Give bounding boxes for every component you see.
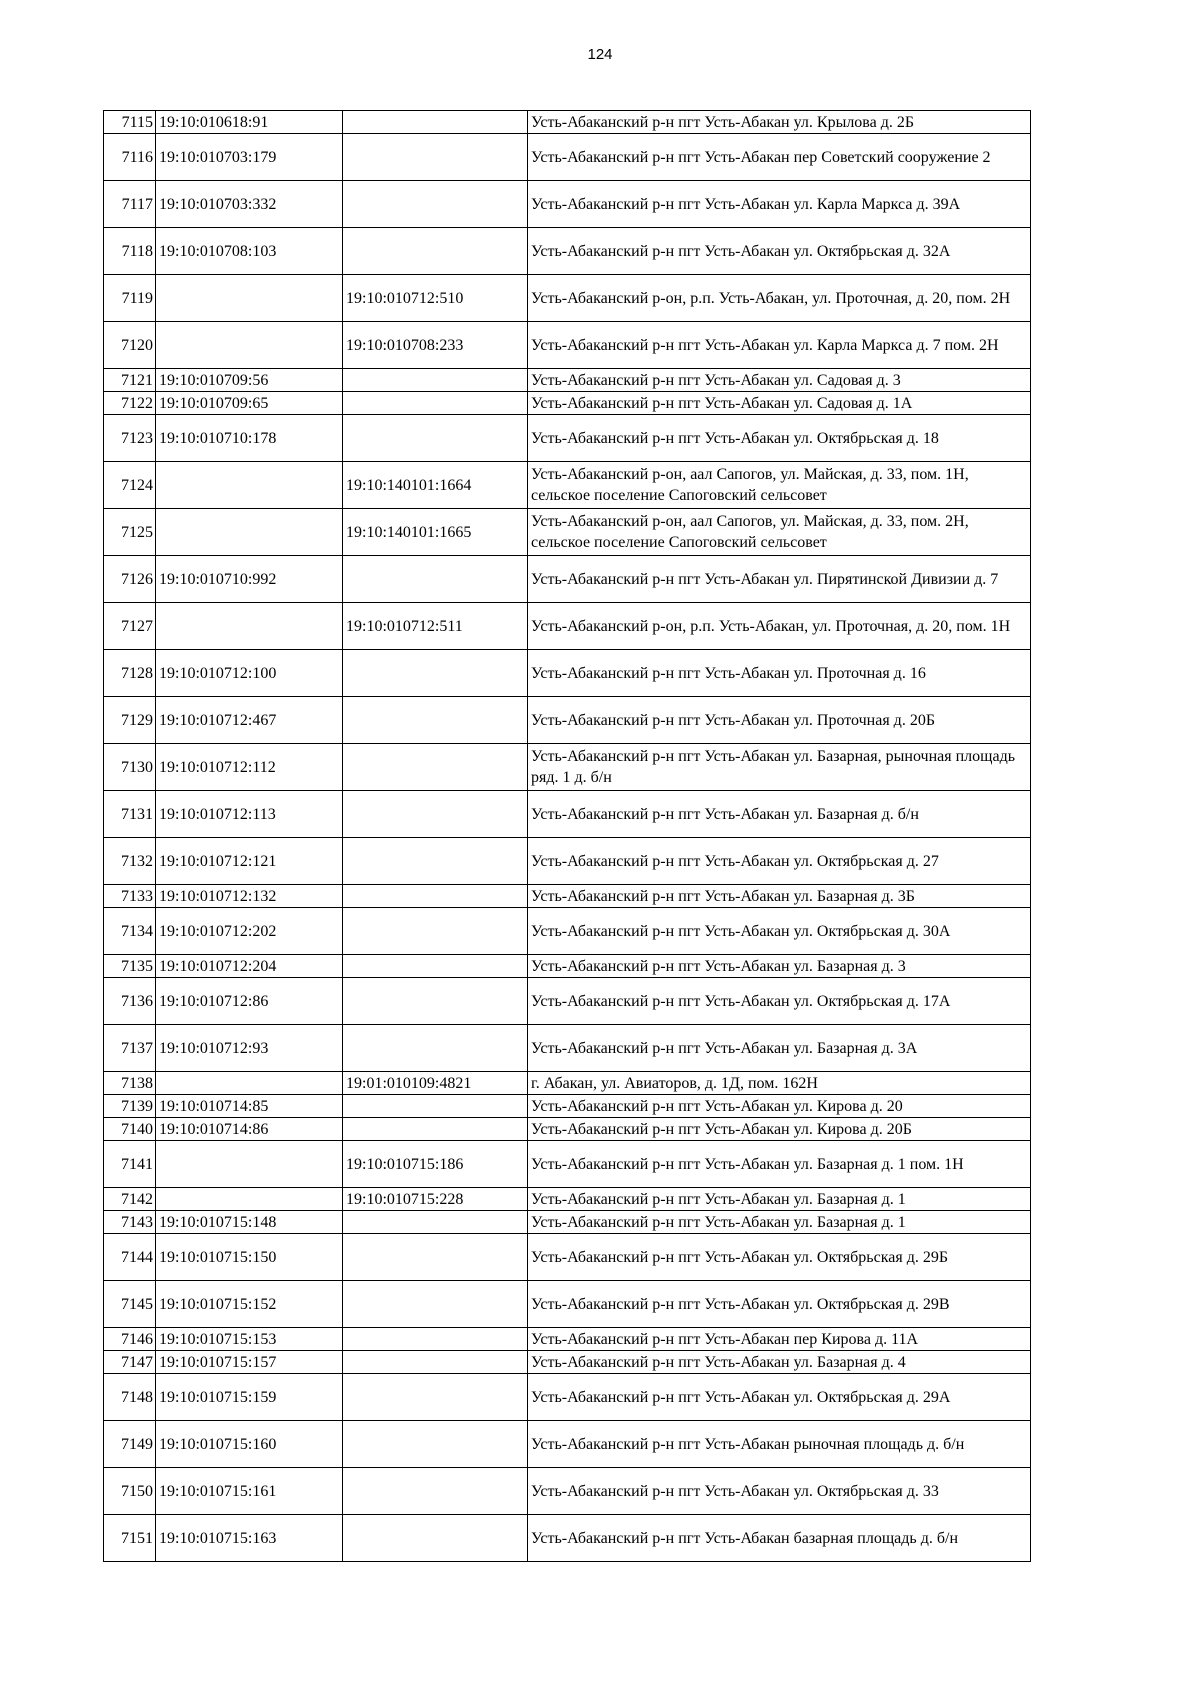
- cadastral-number-cell: 19:10:010715:150: [156, 1234, 343, 1281]
- address-cell: Усть-Абаканский р-н пгт Усть-Абакан ул. Кирова д. 20Б: [528, 1118, 1031, 1141]
- object-cadastral-number-cell: [343, 1328, 528, 1351]
- table-row: [104, 1515, 1031, 1562]
- table-row: [104, 603, 1031, 650]
- object-cadastral-number-cell: [343, 838, 528, 885]
- table-row: [104, 697, 1031, 744]
- address-cell: Усть-Абаканский р-н пгт Усть-Абакан ул. Базарная д. б/н: [528, 791, 1031, 838]
- table-row: [104, 908, 1031, 955]
- row-number-cell: 7126: [104, 556, 156, 603]
- address-cell: Усть-Абаканский р-н пгт Усть-Абакан ул. Базарная д. 3А: [528, 1025, 1031, 1072]
- row-number-cell: 7140: [104, 1118, 156, 1141]
- cadastral-number-cell: [156, 509, 343, 556]
- row-number-cell: 7125: [104, 509, 156, 556]
- address-cell: Усть-Абаканский р-н пгт Усть-Абакан ул. Октябрьская д. 30А: [528, 908, 1031, 955]
- object-cadastral-number-cell: [343, 1025, 528, 1072]
- object-cadastral-number-cell: [343, 978, 528, 1025]
- row-number-cell: 7143: [104, 1211, 156, 1234]
- cadastral-number-cell: 19:10:010715:161: [156, 1468, 343, 1515]
- object-cadastral-number-cell: [343, 1234, 528, 1281]
- cadastral-number-cell: 19:10:010715:163: [156, 1515, 343, 1562]
- table-row: [104, 1025, 1031, 1072]
- cadastral-number-cell: 19:10:010712:204: [156, 955, 343, 978]
- row-number-cell: 7129: [104, 697, 156, 744]
- cadastral-number-cell: 19:10:010618:91: [156, 111, 343, 134]
- address-cell: Усть-Абаканский р-н пгт Усть-Абакан ул. Карла Маркса д. 39А: [528, 181, 1031, 228]
- row-number-cell: 7148: [104, 1374, 156, 1421]
- row-number-cell: 7121: [104, 369, 156, 392]
- row-number-cell: 7146: [104, 1328, 156, 1351]
- table-row: [104, 111, 1031, 134]
- address-cell: Усть-Абаканский р-н пгт Усть-Абакан ул. Проточная д. 20Б: [528, 697, 1031, 744]
- row-number-cell: 7122: [104, 392, 156, 415]
- cadastral-number-cell: 19:10:010712:112: [156, 744, 343, 791]
- address-cell: Усть-Абаканский р-н пгт Усть-Абакан ул. Базарная д. 1: [528, 1188, 1031, 1211]
- table-row: [104, 1374, 1031, 1421]
- cadastral-number-cell: 19:10:010710:992: [156, 556, 343, 603]
- address-cell: Усть-Абаканский р-н пгт Усть-Абакан ул. Пирятинской Дивизии д. 7: [528, 556, 1031, 603]
- row-number-cell: 7123: [104, 415, 156, 462]
- object-cadastral-number-cell: [343, 744, 528, 791]
- object-cadastral-number-cell: 19:10:010708:233: [343, 322, 528, 369]
- table-row: [104, 1188, 1031, 1211]
- address-cell: Усть-Абаканский р-он, аал Сапогов, ул. Майская, д. 33, пом. 2Н, сельское поселение Сапоговский сельсовет: [528, 509, 1031, 556]
- row-number-cell: 7141: [104, 1141, 156, 1188]
- cadastral-number-cell: [156, 1141, 343, 1188]
- row-number-cell: 7135: [104, 955, 156, 978]
- table-row: [104, 181, 1031, 228]
- table-row: [104, 415, 1031, 462]
- object-cadastral-number-cell: [343, 1095, 528, 1118]
- cadastral-number-cell: [156, 275, 343, 322]
- table-row: [104, 1141, 1031, 1188]
- address-cell: Усть-Абаканский р-н пгт Усть-Абакан ул. Базарная д. 1 пом. 1Н: [528, 1141, 1031, 1188]
- table-row: [104, 509, 1031, 556]
- address-cell: Усть-Абаканский р-н пгт Усть-Абакан ул. Октябрьская д. 27: [528, 838, 1031, 885]
- address-cell: Усть-Абаканский р-н пгт Усть-Абакан ул. Садовая д. 1А: [528, 392, 1031, 415]
- row-number-cell: 7119: [104, 275, 156, 322]
- table-row: [104, 392, 1031, 415]
- cadastral-number-cell: 19:10:010712:202: [156, 908, 343, 955]
- address-cell: Усть-Абаканский р-н пгт Усть-Абакан ул. Октябрьская д. 29В: [528, 1281, 1031, 1328]
- cadastral-number-cell: 19:10:010703:332: [156, 181, 343, 228]
- address-cell: Усть-Абаканский р-н пгт Усть-Абакан ул. Базарная д. 1: [528, 1211, 1031, 1234]
- row-number-cell: 7120: [104, 322, 156, 369]
- row-number-cell: 7137: [104, 1025, 156, 1072]
- row-number-cell: 7139: [104, 1095, 156, 1118]
- cadastral-number-cell: 19:10:010709:56: [156, 369, 343, 392]
- cadastral-number-cell: 19:10:010709:65: [156, 392, 343, 415]
- cadastral-number-cell: 19:10:010708:103: [156, 228, 343, 275]
- table-row: [104, 1234, 1031, 1281]
- object-cadastral-number-cell: [343, 1374, 528, 1421]
- page-number: 124: [587, 46, 613, 63]
- address-cell: Усть-Абаканский р-он, аал Сапогов, ул. Майская, д. 33, пом. 1Н, сельское поселение Сапоговский сельсовет: [528, 462, 1031, 509]
- address-cell: Усть-Абаканский р-н пгт Усть-Абакан ул. Базарная д. 4: [528, 1351, 1031, 1374]
- table-row: [104, 1118, 1031, 1141]
- object-cadastral-number-cell: [343, 1421, 528, 1468]
- table-row: [104, 134, 1031, 181]
- address-cell: Усть-Абаканский р-н пгт Усть-Абакан ул. Базарная д. 3: [528, 955, 1031, 978]
- row-number-cell: 7136: [104, 978, 156, 1025]
- cadastral-number-cell: 19:10:010714:85: [156, 1095, 343, 1118]
- table-row: [104, 369, 1031, 392]
- cadastral-number-cell: [156, 1072, 343, 1095]
- cadastral-number-cell: 19:10:010715:157: [156, 1351, 343, 1374]
- object-cadastral-number-cell: [343, 369, 528, 392]
- address-cell: Усть-Абаканский р-н пгт Усть-Абакан ул. Базарная, рыночная площадь ряд. 1 д. б/н: [528, 744, 1031, 791]
- property-registry-table: [103, 110, 1031, 1562]
- table-row: [104, 1468, 1031, 1515]
- table-row: [104, 322, 1031, 369]
- object-cadastral-number-cell: [343, 181, 528, 228]
- cadastral-number-cell: [156, 462, 343, 509]
- table-row: [104, 1281, 1031, 1328]
- object-cadastral-number-cell: [343, 908, 528, 955]
- table-row: [104, 838, 1031, 885]
- address-cell: Усть-Абаканский р-н пгт Усть-Абакан ул. Проточная д. 16: [528, 650, 1031, 697]
- object-cadastral-number-cell: [343, 1515, 528, 1562]
- row-number-cell: 7144: [104, 1234, 156, 1281]
- object-cadastral-number-cell: 19:10:010715:186: [343, 1141, 528, 1188]
- table-row: [104, 1095, 1031, 1118]
- object-cadastral-number-cell: [343, 1468, 528, 1515]
- row-number-cell: 7151: [104, 1515, 156, 1562]
- row-number-cell: 7124: [104, 462, 156, 509]
- row-number-cell: 7131: [104, 791, 156, 838]
- address-cell: Усть-Абаканский р-н пгт Усть-Абакан рыночная площадь д. б/н: [528, 1421, 1031, 1468]
- object-cadastral-number-cell: [343, 415, 528, 462]
- address-cell: Усть-Абаканский р-он, р.п. Усть-Абакан, ул. Проточная, д. 20, пом. 2Н: [528, 275, 1031, 322]
- cadastral-number-cell: [156, 322, 343, 369]
- table-row: [104, 978, 1031, 1025]
- cadastral-number-cell: 19:10:010712:100: [156, 650, 343, 697]
- object-cadastral-number-cell: 19:01:010109:4821: [343, 1072, 528, 1095]
- cadastral-number-cell: [156, 1188, 343, 1211]
- cadastral-number-cell: 19:10:010712:121: [156, 838, 343, 885]
- object-cadastral-number-cell: 19:10:010712:510: [343, 275, 528, 322]
- object-cadastral-number-cell: 19:10:140101:1665: [343, 509, 528, 556]
- address-cell: Усть-Абаканский р-н пгт Усть-Абакан ул. Октябрьская д. 29А: [528, 1374, 1031, 1421]
- object-cadastral-number-cell: [343, 1351, 528, 1374]
- address-cell: Усть-Абаканский р-н пгт Усть-Абакан ул. Садовая д. 3: [528, 369, 1031, 392]
- cadastral-number-cell: 19:10:010715:148: [156, 1211, 343, 1234]
- cadastral-number-cell: 19:10:010712:467: [156, 697, 343, 744]
- object-cadastral-number-cell: [343, 955, 528, 978]
- table-row: [104, 744, 1031, 791]
- address-cell: Усть-Абаканский р-н пгт Усть-Абакан ул. Октябрьская д. 29Б: [528, 1234, 1031, 1281]
- object-cadastral-number-cell: [343, 1281, 528, 1328]
- address-cell: Усть-Абаканский р-н пгт Усть-Абакан пер Кирова д. 11А: [528, 1328, 1031, 1351]
- table-row: [104, 650, 1031, 697]
- table-row: [104, 1421, 1031, 1468]
- row-number-cell: 7117: [104, 181, 156, 228]
- object-cadastral-number-cell: [343, 697, 528, 744]
- address-cell: Усть-Абаканский р-н пгт Усть-Абакан ул. Октябрьская д. 17А: [528, 978, 1031, 1025]
- cadastral-number-cell: 19:10:010710:178: [156, 415, 343, 462]
- row-number-cell: 7138: [104, 1072, 156, 1095]
- address-cell: Усть-Абаканский р-н пгт Усть-Абакан ул. Карла Маркса д. 7 пом. 2Н: [528, 322, 1031, 369]
- object-cadastral-number-cell: 19:10:140101:1664: [343, 462, 528, 509]
- table-row: [104, 1211, 1031, 1234]
- cadastral-number-cell: 19:10:010712:86: [156, 978, 343, 1025]
- address-cell: Усть-Абаканский р-н пгт Усть-Абакан ул. Октябрьская д. 18: [528, 415, 1031, 462]
- object-cadastral-number-cell: [343, 392, 528, 415]
- object-cadastral-number-cell: [343, 1211, 528, 1234]
- table-row: [104, 955, 1031, 978]
- table-row: [104, 462, 1031, 509]
- object-cadastral-number-cell: [343, 228, 528, 275]
- address-cell: Усть-Абаканский р-н пгт Усть-Абакан пер Советский сооружение 2: [528, 134, 1031, 181]
- cadastral-number-cell: 19:10:010715:153: [156, 1328, 343, 1351]
- object-cadastral-number-cell: [343, 885, 528, 908]
- cadastral-number-cell: 19:10:010712:132: [156, 885, 343, 908]
- row-number-cell: 7150: [104, 1468, 156, 1515]
- row-number-cell: 7132: [104, 838, 156, 885]
- address-cell: Усть-Абаканский р-н пгт Усть-Абакан ул. Октябрьская д. 32А: [528, 228, 1031, 275]
- row-number-cell: 7142: [104, 1188, 156, 1211]
- table-row: [104, 556, 1031, 603]
- table-row: [104, 1328, 1031, 1351]
- row-number-cell: 7149: [104, 1421, 156, 1468]
- cadastral-number-cell: 19:10:010715:152: [156, 1281, 343, 1328]
- cadastral-number-cell: 19:10:010714:86: [156, 1118, 343, 1141]
- object-cadastral-number-cell: [343, 1118, 528, 1141]
- cadastral-number-cell: 19:10:010703:179: [156, 134, 343, 181]
- row-number-cell: 7116: [104, 134, 156, 181]
- cadastral-number-cell: 19:10:010715:160: [156, 1421, 343, 1468]
- row-number-cell: 7147: [104, 1351, 156, 1374]
- cadastral-number-cell: 19:10:010715:159: [156, 1374, 343, 1421]
- cadastral-number-cell: 19:10:010712:93: [156, 1025, 343, 1072]
- object-cadastral-number-cell: [343, 556, 528, 603]
- table-row: [104, 275, 1031, 322]
- object-cadastral-number-cell: 19:10:010712:511: [343, 603, 528, 650]
- cadastral-number-cell: [156, 603, 343, 650]
- address-cell: Усть-Абаканский р-н пгт Усть-Абакан базарная площадь д. б/н: [528, 1515, 1031, 1562]
- object-cadastral-number-cell: [343, 650, 528, 697]
- address-cell: Усть-Абаканский р-н пгт Усть-Абакан ул. Крылова д. 2Б: [528, 111, 1031, 134]
- row-number-cell: 7118: [104, 228, 156, 275]
- row-number-cell: 7115: [104, 111, 156, 134]
- address-cell: Усть-Абаканский р-н пгт Усть-Абакан ул. Октябрьская д. 33: [528, 1468, 1031, 1515]
- object-cadastral-number-cell: [343, 791, 528, 838]
- row-number-cell: 7133: [104, 885, 156, 908]
- address-cell: Усть-Абаканский р-н пгт Усть-Абакан ул. Базарная д. 3Б: [528, 885, 1031, 908]
- row-number-cell: 7127: [104, 603, 156, 650]
- table-row: [104, 1072, 1031, 1095]
- row-number-cell: 7128: [104, 650, 156, 697]
- registry-body: [104, 111, 1031, 1562]
- address-cell: Усть-Абаканский р-он, р.п. Усть-Абакан, ул. Проточная, д. 20, пом. 1Н: [528, 603, 1031, 650]
- address-cell: Усть-Абаканский р-н пгт Усть-Абакан ул. Кирова д. 20: [528, 1095, 1031, 1118]
- object-cadastral-number-cell: 19:10:010715:228: [343, 1188, 528, 1211]
- row-number-cell: 7145: [104, 1281, 156, 1328]
- address-cell: г. Абакан, ул. Авиаторов, д. 1Д, пом. 162Н: [528, 1072, 1031, 1095]
- table-row: [104, 1351, 1031, 1374]
- table-row: [104, 228, 1031, 275]
- table-row: [104, 791, 1031, 838]
- row-number-cell: 7134: [104, 908, 156, 955]
- cadastral-number-cell: 19:10:010712:113: [156, 791, 343, 838]
- object-cadastral-number-cell: [343, 111, 528, 134]
- object-cadastral-number-cell: [343, 134, 528, 181]
- table-row: [104, 885, 1031, 908]
- row-number-cell: 7130: [104, 744, 156, 791]
